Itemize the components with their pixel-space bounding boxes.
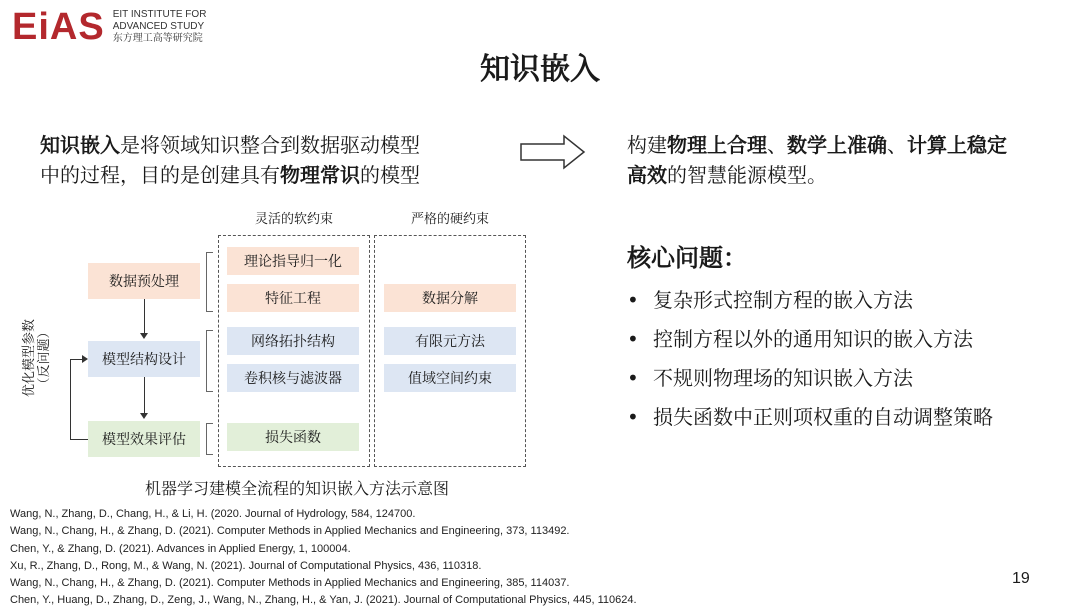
right-arrow-icon — [520, 134, 586, 170]
list-item: • 不规则物理场的知识嵌入方法 — [627, 366, 913, 390]
goal-emphasis-3: 计算上稳定 — [907, 133, 1007, 157]
goal-sep-1: 、 — [767, 133, 787, 157]
core-questions-list — [627, 285, 993, 441]
definition-term: 知识嵌入 — [40, 133, 120, 157]
list-item: • 损失函数中正则项权重的自动调整策略 — [627, 405, 993, 429]
goal-paragraph — [627, 130, 1067, 190]
goal-text-2: 的智慧能源模型。 — [667, 163, 827, 187]
arrowhead-icon — [140, 333, 148, 339]
bracket — [206, 330, 213, 392]
hard-constraint-header: 严格的硬约束 — [410, 212, 489, 227]
definition-text-2: 中的过程，目的是创建具有 — [40, 163, 280, 187]
hard-chip-finite-element: 有限元方法 — [384, 327, 516, 355]
core-questions-heading: 核心问题： — [627, 244, 747, 272]
list-item: • 复杂形式控制方程的嵌入方法 — [627, 288, 913, 312]
diagram-caption: 机器学习建模全流程的知识嵌入方法示意图 — [145, 479, 450, 498]
stage-preprocessing: 数据预处理 — [88, 263, 200, 299]
feedback-line — [70, 359, 71, 439]
slide-title: 知识嵌入 — [480, 52, 600, 87]
soft-chip-loss-function: 损失函数 — [227, 423, 359, 451]
definition-paragraph — [40, 130, 500, 190]
reference-item: Wang, N., Chang, H., & Zhang, D. (2021). Computer Methods in Applied Mechanics and Engineering, 385, 114037. — [10, 577, 570, 590]
flow-line — [144, 377, 145, 417]
soft-chip-network-topology: 网络拓扑结构 — [227, 327, 359, 355]
soft-chip-normalization: 理论指导归一化 — [227, 247, 359, 275]
knowledge-embedding-diagram — [0, 200, 560, 500]
list-item: • 控制方程以外的通用知识的嵌入方法 — [627, 327, 973, 351]
logo-line-3: 东方理工高等研究院 — [112, 33, 203, 44]
goal-text-1: 构建 — [627, 133, 667, 157]
stage-model-design: 模型结构设计 — [88, 341, 200, 377]
definition-text-1: 是将领域知识整合到数据驱动模型 — [120, 133, 420, 157]
logo-text — [113, 9, 207, 45]
reference-item: Chen, Y., & Zhang, D. (2021). Advances in Applied Energy, 1, 100004. — [10, 542, 351, 555]
reference-item: Chen, Y., Huang, D., Zhang, D., Zeng, J., Wang, N., Zhang, H., & Yan, J. (2021). Journal of Computational Physics, 445, 110624. — [10, 594, 637, 607]
soft-chip-feature-engineering: 特征工程 — [227, 284, 359, 312]
institute-logo — [12, 8, 206, 46]
reference-item: Wang, N., Chang, H., & Zhang, D. (2021). Computer Methods in Applied Mechanics and Engineering, 373, 113492. — [10, 525, 570, 538]
definition-emphasis: 物理常识 — [280, 163, 360, 187]
goal-emphasis-1: 物理上合理 — [667, 133, 767, 157]
goal-sep-2: 、 — [887, 133, 907, 157]
inverse-problem-label: 优化模型参数 （反问题） — [22, 319, 52, 398]
soft-chip-conv-kernel: 卷积核与滤波器 — [227, 364, 359, 392]
flow-line — [144, 299, 145, 337]
feedback-line — [70, 439, 88, 440]
logo-line-2: ADVANCED STUDY — [112, 21, 205, 32]
bracket — [206, 423, 213, 455]
reference-item: Xu, R., Zhang, D., Rong, M., & Wang, N. (2021). Journal of Computational Physics, 436, 110318. — [10, 559, 482, 572]
hard-chip-data-decomposition: 数据分解 — [384, 284, 516, 312]
goal-emphasis-2: 数学上准确 — [787, 133, 887, 157]
stage-evaluation: 模型效果评估 — [88, 421, 200, 457]
goal-emphasis-4: 高效 — [627, 163, 667, 187]
references — [10, 506, 637, 610]
reference-item: Wang, N., Zhang, D., Chang, H., & Li, H. (2020. Journal of Hydrology, 584, 124700. — [10, 508, 416, 520]
arrowhead-icon — [140, 413, 148, 419]
arrowhead-icon — [82, 355, 88, 363]
bracket — [206, 252, 213, 312]
definition-text-3: 的模型 — [360, 163, 420, 187]
page-number: 19 — [1012, 570, 1030, 587]
hard-chip-range-constraint: 值域空间约束 — [384, 364, 516, 392]
logo-wordmark: EiAS — [12, 6, 105, 48]
logo-line-1: EIT INSTITUTE FOR — [112, 9, 207, 20]
soft-constraint-header: 灵活的软约束 — [254, 212, 333, 227]
